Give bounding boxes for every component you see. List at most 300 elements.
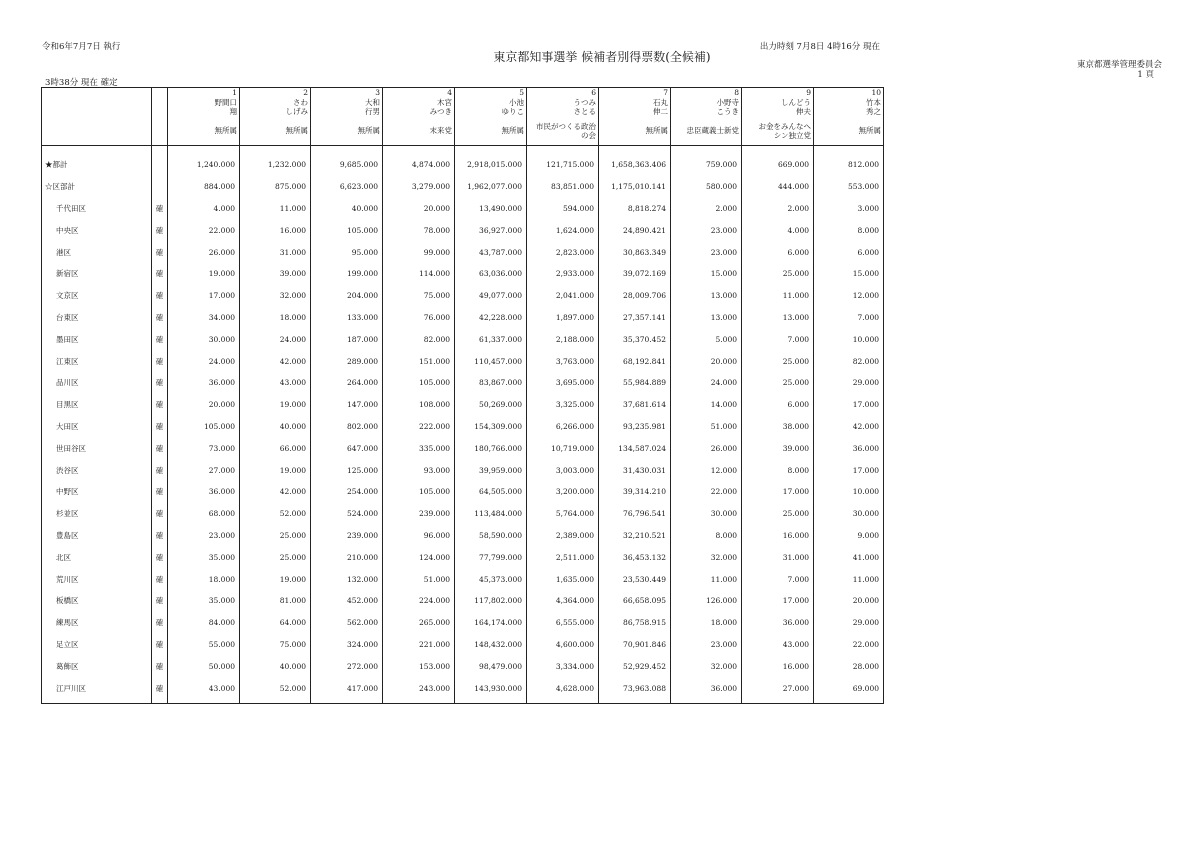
vote-count-cell: 5,764.000 [527,503,599,525]
ward-row [42,437,884,459]
vote-count-cell: 5.000 [671,328,742,350]
vote-count-cell: 6,266.000 [527,416,599,438]
ward-row [42,350,884,372]
vote-count-cell: 61,337.000 [455,328,527,350]
tail-cell [527,699,599,704]
vote-count-cell: 32.000 [671,655,742,677]
confirmed-mark: 確 [152,263,168,285]
confirmed-mark: 確 [152,525,168,547]
vote-count-cell: 594.000 [527,198,599,220]
vote-count-cell: 76.000 [383,307,455,329]
confirmed-mark: 確 [152,350,168,372]
vote-count-cell: 264.000 [311,372,383,394]
vote-count-cell: 42,228.000 [455,307,527,329]
candidate-header [742,88,814,146]
vote-count-cell: 4,364.000 [527,590,599,612]
vote-count-cell: 66.000 [240,437,311,459]
vote-count-cell: 30,863.349 [599,241,671,263]
row-label: 北区 [42,546,152,568]
results-body [42,88,884,704]
candidate-name: しんどう [781,97,811,107]
vote-count-cell: 1,240.000 [168,154,240,176]
vote-count-cell: 105.000 [383,372,455,394]
vote-count-cell: 39.000 [742,437,814,459]
vote-count-cell: 812.000 [814,154,884,176]
tail-cell [152,699,168,704]
vote-count-cell: 26.000 [671,437,742,459]
candidate-name: ゆりこ [501,107,524,116]
vote-count-cell: 36,927.000 [455,219,527,241]
vote-count-cell: 51.000 [671,416,742,438]
confirmed-mark [152,154,168,176]
row-label: 豊島区 [42,525,152,547]
vote-count-cell: 324.000 [311,634,383,656]
candidate-party: 無所属 [501,125,524,135]
vote-count-cell: 4,874.000 [383,154,455,176]
vote-count-cell: 17.000 [742,481,814,503]
vote-count-cell: 18.000 [168,568,240,590]
vote-count-cell: 81.000 [240,590,311,612]
candidate-name: 行男 [365,107,380,116]
ward-row [42,590,884,612]
gap-cell [742,146,814,155]
vote-count-cell: 180,766.000 [455,437,527,459]
row-label: 墨田区 [42,328,152,350]
vote-count-cell: 4,628.000 [527,677,599,699]
vote-count-cell: 40.000 [240,655,311,677]
vote-count-cell: 265.000 [383,612,455,634]
vote-count-cell: 8.000 [671,525,742,547]
vote-count-cell: 1,962,077.000 [455,176,527,198]
candidate-header [599,88,671,146]
output-time: 出力時刻 7月8日 4時16分 現在 [759,42,880,52]
ward-row [42,612,884,634]
vote-count-cell: 93.000 [383,459,455,481]
vote-count-cell: 10.000 [814,481,884,503]
vote-count-cell: 108.000 [383,394,455,416]
ward-row [42,503,884,525]
results-table [41,87,884,704]
vote-count-cell: 148,432.000 [455,634,527,656]
vote-count-cell: 444.000 [742,176,814,198]
vote-count-cell: 6,555.000 [527,612,599,634]
vote-count-cell: 6.000 [742,241,814,263]
vote-count-cell: 39,072.169 [599,263,671,285]
vote-count-cell: 49,077.000 [455,285,527,307]
row-label: 新宿区 [42,263,152,285]
vote-count-cell: 3,325.000 [527,394,599,416]
vote-count-cell: 25.000 [742,503,814,525]
vote-count-cell: 17.000 [742,590,814,612]
vote-count-cell: 9.000 [814,525,884,547]
confirmed-mark: 確 [152,328,168,350]
vote-count-cell: 16.000 [742,525,814,547]
vote-count-cell: 12.000 [814,285,884,307]
ward-row [42,677,884,699]
vote-count-cell: 210.000 [311,546,383,568]
row-label: 大田区 [42,416,152,438]
row-label: 荒川区 [42,568,152,590]
vote-count-cell: 289.000 [311,350,383,372]
candidate-number: 7 [663,88,668,97]
candidate-name: さとる [573,107,596,116]
candidate-name: うつみ [573,97,596,107]
committee-name: 東京都選挙管理委員会 [1076,60,1162,70]
row-label: 千代田区 [42,198,152,220]
candidate-number: 8 [734,88,739,97]
vote-count-cell: 20.000 [168,394,240,416]
vote-count-cell: 580.000 [671,176,742,198]
vote-count-cell: 26.000 [168,241,240,263]
vote-count-cell: 13.000 [671,307,742,329]
vote-count-cell: 6.000 [814,241,884,263]
vote-count-cell: 3.000 [814,198,884,220]
vote-count-cell: 239.000 [383,503,455,525]
candidate-name: さわ [293,97,308,107]
candidate-name: 竹本 [866,97,881,107]
vote-count-cell: 37,681.614 [599,394,671,416]
vote-count-cell: 35.000 [168,546,240,568]
candidate-name: 石丸 [653,97,668,107]
vote-count-cell: 105.000 [168,416,240,438]
tail-cell [814,699,884,704]
vote-count-cell: 30.000 [168,328,240,350]
vote-count-cell: 272.000 [311,655,383,677]
vote-count-cell: 243.000 [383,677,455,699]
vote-count-cell: 105.000 [311,219,383,241]
tail-cell [455,699,527,704]
vote-count-cell: 51.000 [383,568,455,590]
candidate-name: 伸二 [653,107,668,116]
candidate-header [527,88,599,146]
ward-row [42,394,884,416]
confirmed-mark: 確 [152,198,168,220]
ward-row [42,546,884,568]
vote-count-cell: 24,890.421 [599,219,671,241]
gap-cell [311,146,383,155]
candidate-party: 末来党 [429,125,452,135]
vote-count-cell: 8.000 [742,459,814,481]
confirmed-mark: 確 [152,307,168,329]
vote-count-cell: 224.000 [383,590,455,612]
confirmed-mark: 確 [152,677,168,699]
vote-count-cell: 4.000 [168,198,240,220]
ward-row [42,219,884,241]
vote-count-cell: 20.000 [383,198,455,220]
row-label: ★都計 [42,154,152,176]
vote-count-cell: 68,192.841 [599,350,671,372]
vote-count-cell: 669.000 [742,154,814,176]
page-number: 1 頁 [1137,70,1154,80]
confirmed-mark [152,176,168,198]
vote-count-cell: 19.000 [168,263,240,285]
gap-cell [814,146,884,155]
vote-count-cell: 222.000 [383,416,455,438]
confirmed-mark: 確 [152,459,168,481]
header-blank-name [42,88,152,146]
gap-cell [527,146,599,155]
candidate-header [455,88,527,146]
gap-cell [42,146,152,155]
candidate-party: 無所属 [214,125,237,135]
vote-count-cell: 221.000 [383,634,455,656]
vote-count-cell: 1,232.000 [240,154,311,176]
ward-row [42,285,884,307]
vote-count-cell: 25.000 [742,372,814,394]
vote-count-cell: 52.000 [240,503,311,525]
vote-count-cell: 19.000 [240,394,311,416]
candidate-name: こうき [716,107,739,116]
row-label: 中野区 [42,481,152,503]
vote-count-cell: 11.000 [671,568,742,590]
vote-count-cell: 20.000 [814,590,884,612]
vote-count-cell: 17.000 [814,459,884,481]
confirmed-mark: 確 [152,590,168,612]
vote-count-cell: 43.000 [240,372,311,394]
tail-cell [240,699,311,704]
vote-count-cell: 58,590.000 [455,525,527,547]
vote-count-cell: 42.000 [814,416,884,438]
vote-count-cell: 802.000 [311,416,383,438]
vote-count-cell: 25.000 [240,525,311,547]
vote-count-cell: 18.000 [671,612,742,634]
vote-count-cell: 11.000 [814,568,884,590]
row-label: 世田谷区 [42,437,152,459]
gap-cell [168,146,240,155]
vote-count-cell: 3,200.000 [527,481,599,503]
vote-count-cell: 98,479.000 [455,655,527,677]
confirmed-mark: 確 [152,372,168,394]
vote-count-cell: 24.000 [671,372,742,394]
vote-count-cell: 29.000 [814,612,884,634]
vote-count-cell: 3,695.000 [527,372,599,394]
vote-count-cell: 2,511.000 [527,546,599,568]
vote-count-cell: 27.000 [742,677,814,699]
vote-count-cell: 35,370.452 [599,328,671,350]
confirmed-mark: 確 [152,241,168,263]
candidate-header [168,88,240,146]
vote-count-cell: 6.000 [742,394,814,416]
vote-count-cell: 117,802.000 [455,590,527,612]
gap-cell [240,146,311,155]
vote-count-cell: 52,929.452 [599,655,671,677]
vote-count-cell: 3,763.000 [527,350,599,372]
candidate-party: お金をみんなへ [758,121,811,131]
vote-count-cell: 10,719.000 [527,437,599,459]
vote-count-cell: 36.000 [671,677,742,699]
candidate-party: 無所属 [285,125,308,135]
vote-count-cell: 126.000 [671,590,742,612]
tail-cell [742,699,814,704]
confirmed-mark: 確 [152,219,168,241]
vote-count-cell: 3,334.000 [527,655,599,677]
vote-count-cell: 2,041.000 [527,285,599,307]
vote-count-cell: 3,279.000 [383,176,455,198]
vote-count-cell: 43,787.000 [455,241,527,263]
row-label: 江戸川区 [42,677,152,699]
vote-count-cell: 52.000 [240,677,311,699]
vote-count-cell: 3,003.000 [527,459,599,481]
vote-count-cell: 884.000 [168,176,240,198]
candidate-number: 3 [375,88,380,97]
vote-count-cell: 20.000 [671,350,742,372]
candidate-party: の会 [581,130,596,140]
vote-count-cell: 23,530.449 [599,568,671,590]
vote-count-cell: 4,600.000 [527,634,599,656]
confirmed-mark: 確 [152,655,168,677]
vote-count-cell: 647.000 [311,437,383,459]
candidate-party: 無所属 [645,125,668,135]
vote-count-cell: 147.000 [311,394,383,416]
vote-count-cell: 23.000 [168,525,240,547]
tail-cell [599,699,671,704]
vote-count-cell: 43.000 [742,634,814,656]
vote-count-cell: 13.000 [671,285,742,307]
vote-count-cell: 36.000 [814,437,884,459]
vote-count-cell: 75.000 [383,285,455,307]
candidate-party: シン独立党 [773,130,811,140]
row-label: 渋谷区 [42,459,152,481]
header-blank-mark [152,88,168,146]
ward-row [42,481,884,503]
vote-count-cell: 153.000 [383,655,455,677]
vote-count-cell: 7.000 [742,328,814,350]
candidate-header [814,88,884,146]
vote-count-cell: 86,758.915 [599,612,671,634]
vote-count-cell: 73,963.088 [599,677,671,699]
vote-count-cell: 7.000 [742,568,814,590]
table-end-row [42,699,884,704]
vote-count-cell: 39,959.000 [455,459,527,481]
vote-count-cell: 1,175,010.141 [599,176,671,198]
candidate-party: 忠臣蔵義士新党 [686,125,739,135]
vote-count-cell: 41.000 [814,546,884,568]
candidate-name: しげみ [285,107,308,116]
vote-count-cell: 2,918,015.000 [455,154,527,176]
vote-count-cell: 28,009.706 [599,285,671,307]
vote-count-cell: 452.000 [311,590,383,612]
vote-count-cell: 35.000 [168,590,240,612]
vote-count-cell: 22.000 [168,219,240,241]
vote-count-cell: 69.000 [814,677,884,699]
vote-count-cell: 43.000 [168,677,240,699]
vote-count-cell: 12.000 [671,459,742,481]
vote-count-cell: 1,897.000 [527,307,599,329]
vote-count-cell: 17.000 [168,285,240,307]
vote-count-cell: 22.000 [814,634,884,656]
vote-count-cell: 31.000 [240,241,311,263]
confirmed-mark: 確 [152,612,168,634]
vote-count-cell: 2,389.000 [527,525,599,547]
row-label: 中央区 [42,219,152,241]
vote-count-cell: 82.000 [383,328,455,350]
row-label: 板橋区 [42,590,152,612]
candidate-header [311,88,383,146]
vote-count-cell: 25.000 [240,546,311,568]
tail-cell [42,699,152,704]
vote-count-cell: 2.000 [742,198,814,220]
vote-count-cell: 68.000 [168,503,240,525]
vote-count-cell: 113,484.000 [455,503,527,525]
vote-count-cell: 2,188.000 [527,328,599,350]
vote-count-cell: 75.000 [240,634,311,656]
vote-count-cell: 110,457.000 [455,350,527,372]
confirmed-mark: 確 [152,634,168,656]
vote-count-cell: 66,658.095 [599,590,671,612]
vote-count-cell: 24.000 [240,328,311,350]
vote-count-cell: 154,309.000 [455,416,527,438]
vote-count-cell: 39,314.210 [599,481,671,503]
ward-row [42,459,884,481]
candidate-header [383,88,455,146]
ward-row [42,307,884,329]
candidate-header-row [42,88,884,146]
candidate-name: 伸夫 [796,107,811,116]
vote-count-cell: 83,851.000 [527,176,599,198]
candidate-number: 1 [232,88,237,97]
vote-count-cell: 199.000 [311,263,383,285]
gap-cell [152,146,168,155]
row-label: 港区 [42,241,152,263]
vote-count-cell: 24.000 [168,350,240,372]
vote-count-cell: 7.000 [814,307,884,329]
header-gap-row [42,146,884,155]
candidate-name: 木宮 [437,97,452,107]
vote-count-cell: 143,930.000 [455,677,527,699]
vote-count-cell: 114.000 [383,263,455,285]
ward-row [42,416,884,438]
candidate-number: 10 [871,88,881,97]
row-label: 台東区 [42,307,152,329]
ward-row [42,328,884,350]
vote-count-cell: 23.000 [671,219,742,241]
confirmed-mark: 確 [152,416,168,438]
candidate-name: みつき [429,107,452,116]
candidate-header [240,88,311,146]
vote-count-cell: 78.000 [383,219,455,241]
row-label: 足立区 [42,634,152,656]
vote-count-cell: 13,490.000 [455,198,527,220]
vote-count-cell: 2.000 [671,198,742,220]
vote-count-cell: 132.000 [311,568,383,590]
gap-cell [671,146,742,155]
confirmed-mark: 確 [152,437,168,459]
tail-cell [168,699,240,704]
candidate-number: 9 [806,88,811,97]
vote-count-cell: 31.000 [742,546,814,568]
confirmed-mark: 確 [152,285,168,307]
vote-count-cell: 524.000 [311,503,383,525]
vote-count-cell: 16.000 [240,219,311,241]
row-label: 文京区 [42,285,152,307]
vote-count-cell: 553.000 [814,176,884,198]
vote-count-cell: 93,235.981 [599,416,671,438]
ward-row [42,568,884,590]
vote-count-cell: 164,174.000 [455,612,527,634]
candidate-name: 翔 [229,107,237,116]
vote-count-cell: 11.000 [240,198,311,220]
vote-count-cell: 77,799.000 [455,546,527,568]
vote-count-cell: 27,357.141 [599,307,671,329]
vote-count-cell: 25.000 [742,263,814,285]
vote-count-cell: 134,587.024 [599,437,671,459]
vote-count-cell: 254.000 [311,481,383,503]
vote-count-cell: 562.000 [311,612,383,634]
ward-row [42,241,884,263]
vote-count-cell: 1,624.000 [527,219,599,241]
vote-count-cell: 55,984.889 [599,372,671,394]
vote-count-cell: 14.000 [671,394,742,416]
